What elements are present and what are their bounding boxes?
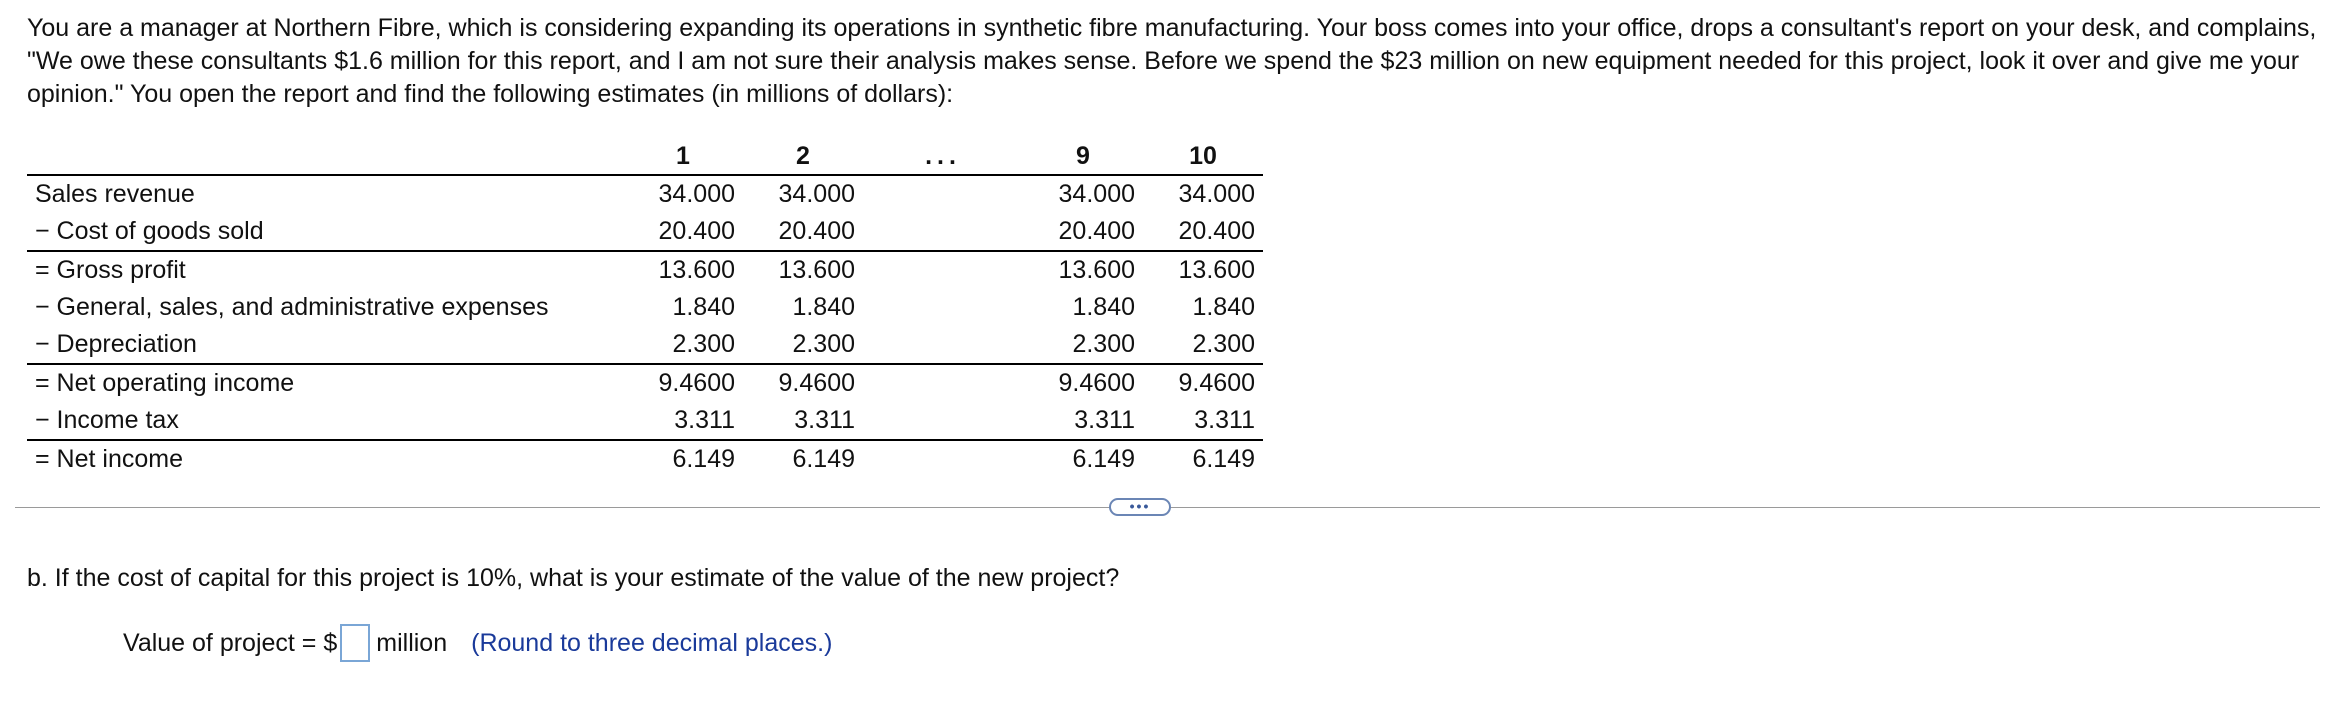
cell-year-9: 34.000	[1023, 175, 1143, 213]
cell-gap	[863, 289, 1023, 326]
cell-gap	[863, 251, 1023, 289]
ellipsis-text: ...	[925, 141, 961, 170]
cell-year-2: 20.400	[778, 217, 855, 245]
cell-year-2: 6.149	[743, 440, 863, 478]
expand-more-button[interactable]: •••	[1109, 498, 1171, 516]
cell-year-9: 6.149	[1023, 440, 1143, 478]
cell-gap	[863, 364, 1023, 402]
row-label: = Net operating income	[27, 364, 623, 402]
cell-year-2: 9.4600	[743, 364, 863, 402]
financial-estimates-table	[27, 138, 1263, 478]
cell-year-10: 9.4600	[1143, 364, 1263, 402]
cell-year-1: 9.4600	[623, 364, 743, 402]
cell-year-1: 34.000	[623, 175, 743, 213]
cell-gap	[863, 402, 1023, 440]
cell-year-10: 3.311	[1194, 406, 1255, 434]
table-row	[27, 213, 1263, 251]
cell-year-2: 1.840	[792, 293, 855, 321]
cell-year-10: 6.149	[1143, 440, 1263, 478]
cell-year-1: 6.149	[623, 440, 743, 478]
table-row	[27, 251, 1263, 289]
header-blank	[27, 138, 623, 175]
header-year-2: 2	[796, 141, 810, 170]
cell-year-2: 2.300	[792, 330, 855, 358]
cell-year-9: 1.840	[1072, 293, 1135, 321]
header-year-9: 9	[1076, 141, 1090, 170]
cell-gap	[863, 326, 1023, 364]
header-year-10: 10	[1189, 141, 1217, 170]
table-row	[27, 402, 1263, 440]
cell-year-10: 34.000	[1143, 175, 1263, 213]
row-label: = Gross profit	[27, 251, 623, 289]
header-year-1: 1	[676, 141, 690, 170]
project-value-input[interactable]	[340, 624, 370, 662]
cell-year-9: 3.311	[1074, 406, 1135, 434]
answer-prefix: Value of project = $	[123, 628, 338, 657]
cell-year-10: 13.600	[1143, 251, 1263, 289]
table-row	[27, 175, 1263, 213]
cell-year-10: 1.840	[1192, 293, 1255, 321]
header-ellipsis	[863, 138, 1023, 175]
row-label: − Depreciation	[35, 330, 197, 358]
rounding-hint: (Round to three decimal places.)	[471, 628, 833, 657]
cell-year-1: 20.400	[658, 217, 735, 245]
table-row	[27, 289, 1263, 326]
table-row	[27, 326, 1263, 364]
cell-gap	[863, 213, 1023, 251]
table-header-row	[27, 138, 1263, 175]
cell-year-2: 3.311	[794, 406, 855, 434]
table-row	[27, 440, 1263, 478]
row-label: Sales revenue	[27, 175, 623, 213]
problem-intro: You are a manager at Northern Fibre, which is considering expanding its operations in synthetic fibre manufacturing. Your boss comes into your office, drops a consultant's report on your desk, and complains, "We owe these consultants $1.6 million for this report, and I am not sure their analysis makes sense. Before we spend the $23 million on new equipment needed for this project, look it over and give me your opinion." You open the report and find the following estimates (in millions of dollars):	[27, 14, 2317, 108]
table-row	[27, 364, 1263, 402]
cell-year-2: 34.000	[743, 175, 863, 213]
row-label: − Income tax	[35, 406, 179, 434]
question-b: b. If the cost of capital for this project is 10%, what is your estimate of the value of the new project?	[27, 564, 1120, 592]
cell-year-1: 3.311	[674, 406, 735, 434]
cell-gap	[863, 175, 1023, 213]
cell-year-1: 2.300	[672, 330, 735, 358]
cell-year-9: 13.600	[1023, 251, 1143, 289]
row-label: − Cost of goods sold	[35, 217, 264, 245]
answer-row	[123, 624, 832, 662]
cell-year-1: 1.840	[672, 293, 735, 321]
row-label: − General, sales, and administrative expenses	[35, 293, 549, 321]
cell-year-9: 9.4600	[1023, 364, 1143, 402]
cell-year-10: 2.300	[1192, 330, 1255, 358]
cell-gap	[863, 440, 1023, 478]
answer-unit: million	[376, 628, 448, 657]
cell-year-1: 13.600	[623, 251, 743, 289]
cell-year-10: 20.400	[1178, 217, 1255, 245]
cell-year-9: 20.400	[1058, 217, 1135, 245]
cell-year-9: 2.300	[1072, 330, 1135, 358]
row-label: = Net income	[27, 440, 623, 478]
cell-year-2: 13.600	[743, 251, 863, 289]
